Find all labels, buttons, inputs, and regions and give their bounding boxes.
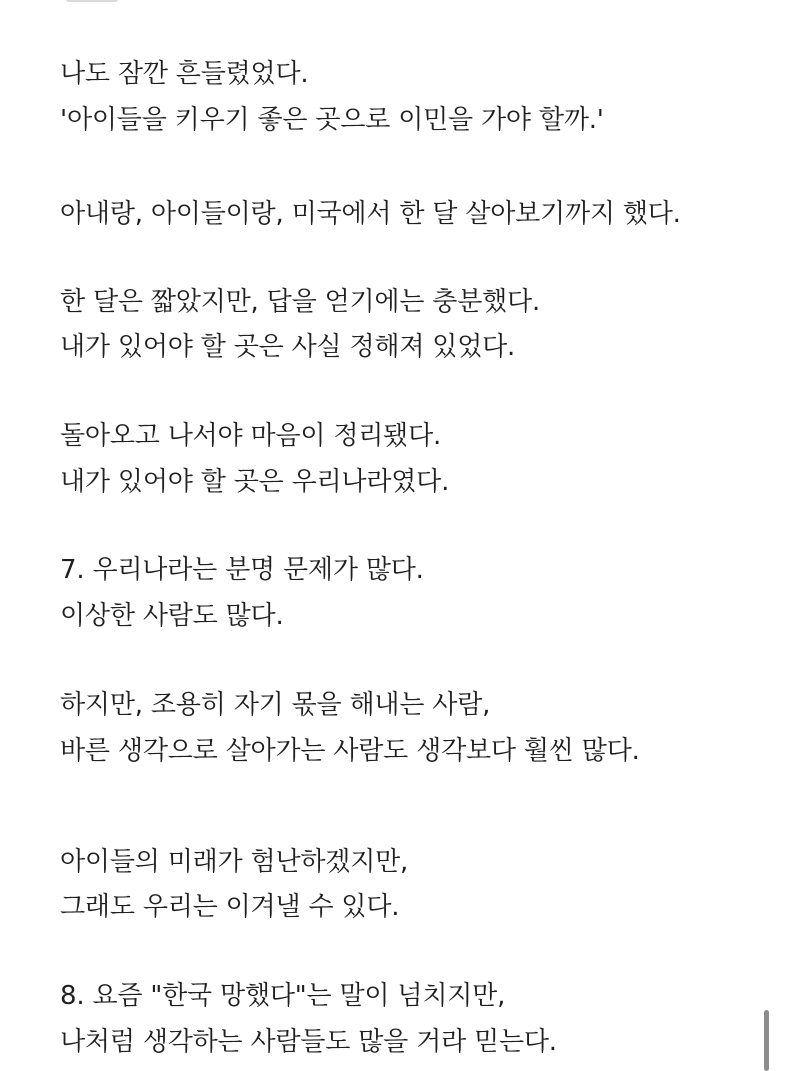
article-line: '아이들을 키우기 좋은 곳으로 이민을 가야 할까.'	[60, 105, 604, 135]
article-line: 8. 요즘 "한국 망했다"는 말이 넘치지만,	[60, 981, 506, 1011]
article-line: 그래도 우리는 이겨낼 수 있다.	[60, 892, 400, 922]
article-line: 나처럼 생각하는 사람들도 많을 거라 믿는다.	[60, 1027, 557, 1057]
article-line: 바른 생각으로 살아가는 사람도 생각보다 훨씬 많다.	[60, 736, 640, 766]
article-line: 하지만, 조용히 자기 몫을 해내는 사람,	[60, 690, 491, 720]
article-line: 내가 있어야 할 곳은 사실 정해져 있었다.	[60, 332, 516, 362]
article-line: 아내랑, 아이들이랑, 미국에서 한 달 살아보기까지 했다.	[60, 199, 681, 229]
scrollbar-thumb[interactable]	[764, 1010, 769, 1071]
article-line: 돌아오고 나서야 마음이 정리됐다.	[60, 421, 442, 451]
cut-off-text-mark	[66, 0, 118, 2]
cut-off-text-fragment	[66, 0, 126, 4]
article-line: 내가 있어야 할 곳은 우리나라였다.	[60, 467, 450, 497]
article-line: 아이들의 미래가 험난하겠지만,	[60, 847, 409, 877]
article-line: 나도 잠깐 흔들렸었다.	[60, 59, 309, 89]
article-line: 한 달은 짧았지만, 답을 얻기에는 충분했다.	[60, 287, 541, 317]
article-line: 이상한 사람도 많다.	[60, 601, 284, 631]
article-line: 7. 우리나라는 분명 문제가 많다.	[60, 555, 424, 585]
